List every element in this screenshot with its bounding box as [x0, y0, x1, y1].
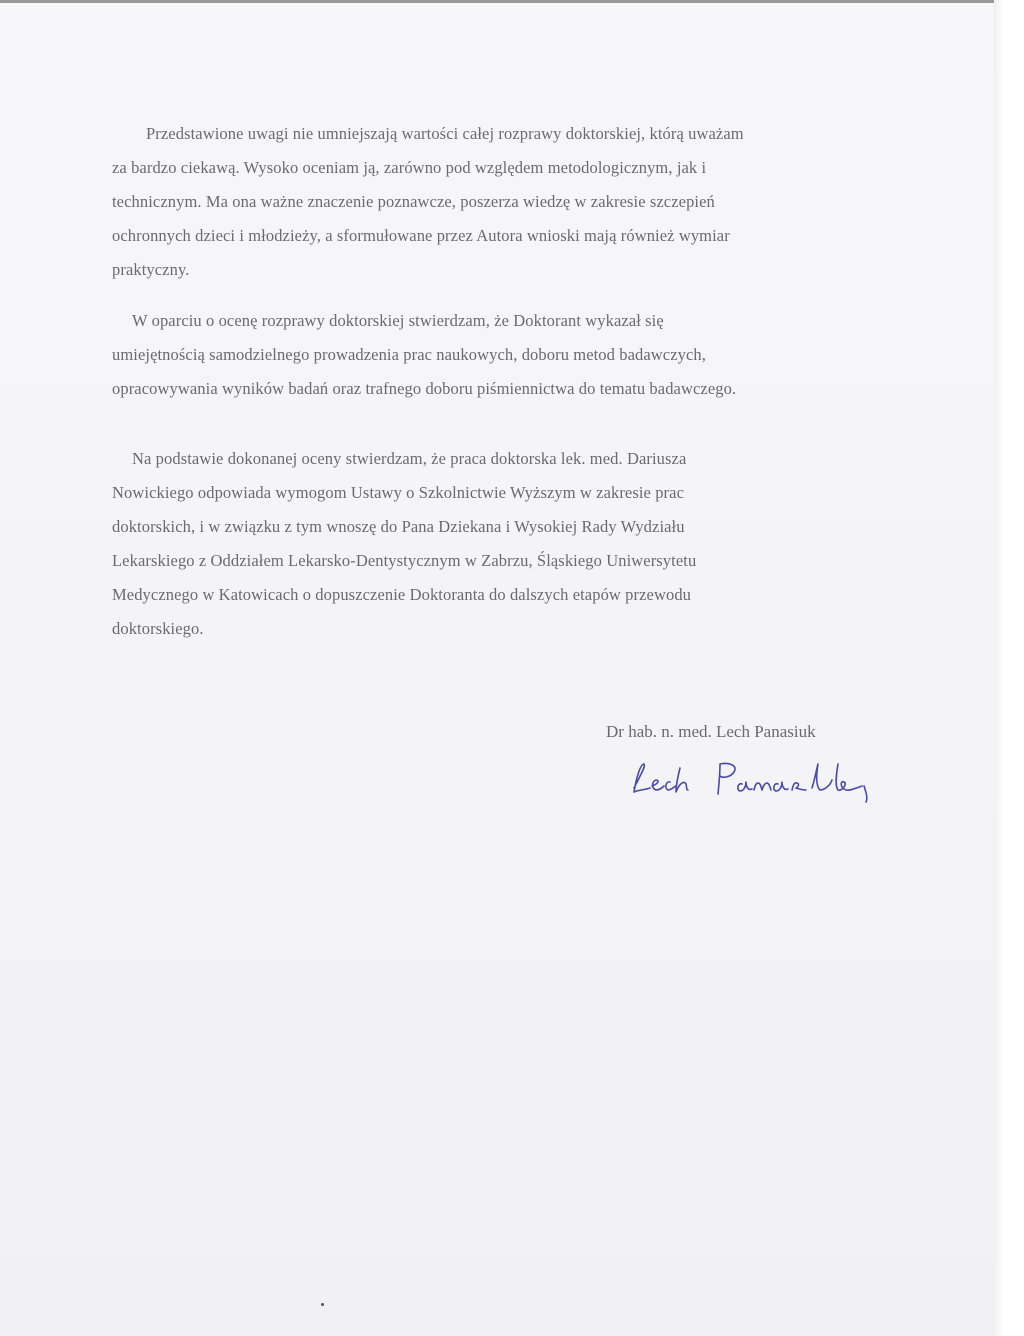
text-line: opracowywania wyników badań oraz trafnego doboru piśmiennictwa do tematu badawczego. [112, 379, 737, 398]
scan-speck [321, 1303, 324, 1306]
text-line: umiejętnością samodzielnego prowadzenia prac naukowych, doboru metod badawczych, [112, 345, 706, 364]
handwritten-signature [626, 756, 876, 806]
text-line: Na podstawie dokonanej oceny stwierdzam, że praca doktorska lek. med. Dariusza [132, 449, 687, 468]
text-line: Medycznego w Katowicach o dopuszczenie Doktoranta do dalszych etapów przewodu [112, 585, 692, 604]
text-line: Lekarskiego z Oddziałem Lekarsko-Dentystycznym w Zabrzu, Śląskiego Uniwersytetu [112, 551, 697, 570]
text-line: Przedstawione uwagi nie umniejszają wartości całej rozprawy doktorskiej, którą uważam [146, 124, 744, 143]
text-line: W oparciu o ocenę rozprawy doktorskiej stwierdzam, że Doktorant wykazał się [132, 311, 664, 330]
paragraph-request [112, 442, 874, 646]
text-line: doktorskiego. [112, 619, 204, 638]
scan-top-edge [0, 0, 1024, 3]
scan-right-edge [994, 0, 1024, 1336]
text-line: Nowickiego odpowiada wymogom Ustawy o Szkolnictwie Wyższym w zakresie prac [112, 483, 685, 502]
signatory-name: Dr hab. n. med. Lech Panasiuk [606, 722, 816, 741]
text-line: praktyczny. [112, 260, 190, 279]
text-line: technicznym. Ma ona ważne znaczenie poznawcze, poszerza wiedzę w zakresie szczepień [112, 192, 715, 211]
paragraph-assessment [112, 117, 874, 287]
paragraph-conclusion [112, 304, 874, 406]
text-line: ochronnych dzieci i młodzieży, a sformułowane przez Autora wnioski mają również wymiar [112, 226, 730, 245]
text-line: za bardzo ciekawą. Wysoko oceniam ją, zarówno pod względem metodologicznym, jak i [112, 158, 707, 177]
text-line: doktorskich, i w związku z tym wnoszę do Pana Dziekana i Wysokiej Rady Wydziału [112, 517, 685, 536]
